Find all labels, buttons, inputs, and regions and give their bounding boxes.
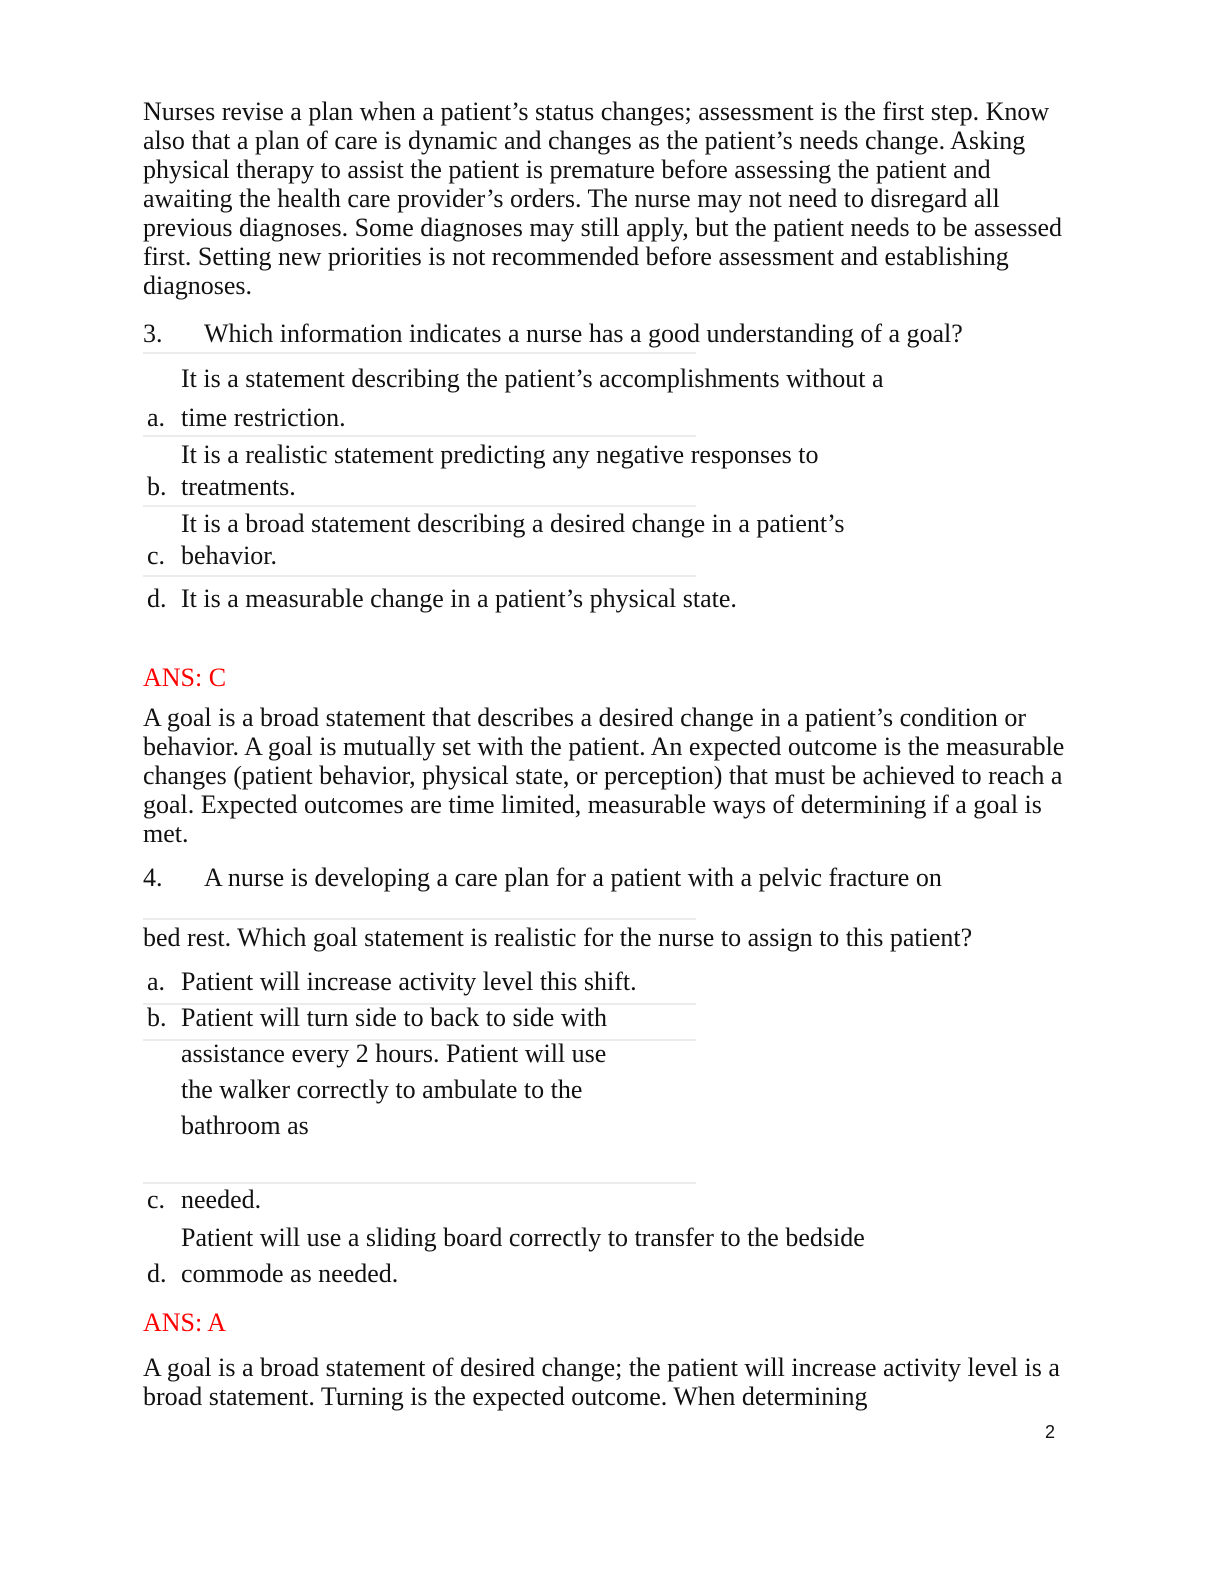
divider	[143, 505, 696, 507]
divider	[143, 918, 696, 920]
q4-option-a: Patient will increase activity level this shift.	[181, 967, 637, 996]
divider	[143, 1182, 696, 1184]
q3-option-a-line1: It is a statement describing the patient’s accomplishments without a	[181, 364, 884, 393]
q4-rationale: A goal is a broad statement of desired change; the patient will increase activity level is a broad statement. Turning is the expected outcome. When determining	[143, 1353, 1060, 1411]
q3-option-a-line2: time restriction.	[181, 403, 346, 432]
q4-option-d-letter: d.	[147, 1259, 167, 1288]
question-4-text-line2: bed rest. Which goal statement is realistic for the nurse to assign to this patient?	[143, 923, 973, 952]
q4-option-b-line3: the walker correctly to ambulate to the	[181, 1075, 583, 1104]
divider	[143, 435, 696, 437]
q3-option-d-line1: It is a measurable change in a patient’s physical state.	[181, 584, 737, 613]
q4-option-d-line2: commode as needed.	[181, 1259, 399, 1288]
q3-option-b-line1: It is a realistic statement predicting any negative responses to	[181, 440, 819, 469]
divider	[143, 352, 696, 354]
question-4-text-line1: A nurse is developing a care plan for a patient with a pelvic fracture on	[204, 863, 942, 892]
page-number: 2	[1045, 1422, 1056, 1442]
q4-option-b-letter: b.	[147, 1003, 167, 1032]
intro-paragraph: Nurses revise a plan when a patient’s status changes; assessment is the first step. Know also that a plan of care is dynamic and changes as the patient’s needs change. Asking physical therapy to assist the patient is premature before assessing the patient and awaiting the health care provider’s orders. The nurse may not need to disregard all previous diagnoses. Some diagnoses may still apply, but the patient needs to be assessed first. Setting new priorities is not recommended before assessment and establishing diagnoses.	[143, 97, 1062, 300]
q4-option-b-line1: Patient will turn side to back to side with	[181, 1003, 608, 1032]
question-3-text: Which information indicates a nurse has a good understanding of a goal?	[204, 319, 963, 348]
q3-option-b-letter: b.	[147, 472, 167, 501]
question-4-number: 4.	[143, 863, 163, 892]
q4-option-a-letter: a.	[147, 967, 166, 996]
q3-option-b-line2: treatments.	[181, 472, 296, 501]
q3-option-c-letter: c.	[147, 541, 166, 570]
q4-option-b-line2: assistance every 2 hours. Patient will use	[181, 1039, 607, 1068]
q4-option-c-letter: c.	[147, 1185, 166, 1214]
q3-option-c-line2: behavior.	[181, 541, 278, 570]
question-3-number: 3.	[143, 319, 163, 348]
q4-option-c: needed.	[181, 1185, 262, 1214]
q3-option-c-line1: It is a broad statement describing a desired change in a patient’s	[181, 509, 845, 538]
q3-option-a-letter: a.	[147, 403, 166, 432]
q3-rationale: A goal is a broad statement that describes a desired change in a patient’s condition or behavior. A goal is mutually set with the patient. An expected outcome is the measurable changes (patient behavior, physical state, or perception) that must be achieved to reach a goal. Expected outcomes are time limited, measurable ways of determining if a goal is met.	[143, 703, 1065, 848]
q4-option-d-line1: Patient will use a sliding board correctly to transfer to the bedside	[181, 1223, 865, 1252]
q3-answer: ANS: C	[143, 663, 227, 692]
q4-answer: ANS: A	[143, 1308, 227, 1337]
q4-option-b-line4: bathroom as	[181, 1111, 309, 1140]
divider	[143, 575, 696, 577]
q3-option-d-letter: d.	[147, 584, 167, 613]
